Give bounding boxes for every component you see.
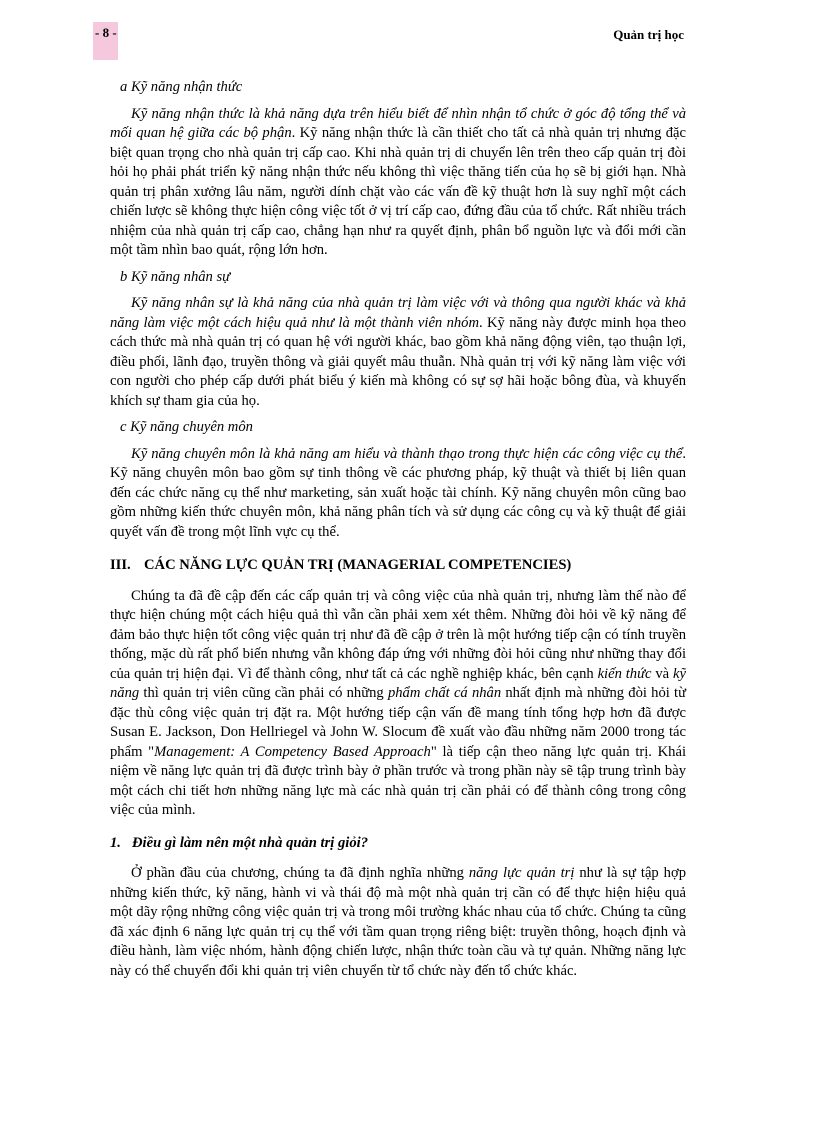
subheading-c: c Kỹ năng chuyên môn bbox=[120, 419, 253, 435]
subheading-a: a Kỹ năng nhận thức bbox=[120, 79, 243, 95]
emphasis: năng lực quản trị bbox=[468, 865, 575, 881]
book-title: Management: A Competency Based Approach bbox=[154, 743, 431, 760]
text-run: nhất định mà những đòi hỏi từ đặc thù công việc quản trị đặt ra. Một hướng tiếp cận vấn đề mang tính tổng hợp hơn đã được Susan E. Jackson, Don Hellriegel và John W. Slocum đề xuất vào đầu những năm 2000 trong tác phẩm " bbox=[110, 685, 686, 760]
definition-b: Kỹ năng nhân sự là khả năng của nhà quản trị làm việc với và thông qua người khác và khả năng làm việc một cách hiệu quả như là một thành viên nhóm bbox=[110, 295, 686, 331]
subsection-title: Điều gì làm nên một nhà quản trị giỏi? bbox=[132, 834, 368, 851]
section-heading-3 bbox=[110, 556, 686, 576]
subsection-1-paragraph bbox=[110, 864, 686, 981]
paragraph-c-text: . Kỹ năng chuyên môn bao gồm sự tinh thông về các phương pháp, kỹ thuật và thiết bị liên quan đến các chức năng cụ thể như marketing, sản xuất hoặc tài chính. Kỹ năng chuyên môn cũng bao gồm những kiến thức chuyên môn, khả năng phân tích và sử dụng các công cụ và kỹ thuật để giải quyết vấn đề trong một lĩnh vực cụ thể. bbox=[110, 445, 686, 540]
definition-a: Kỹ năng nhận thức là khả năng dựa trên hiểu biết để nhìn nhận tổ chức ở góc độ tổng thể và mối quan hệ giữa các bộ phận bbox=[110, 105, 686, 141]
text-run: như là sự tập hợp những kiến thức, kỹ năng, hành vi và thái độ mà một nhà quản trị cần có để thực hiện hiệu quả một dãy rộng những công việc quản trị và trong môi trường khác nhau của tổ chức. Chúng ta cũng đã xác định 6 năng lực quản trị cụ thể với tầm quan trọng riêng biệt: truyền thông, hoạch định và điều hành, làm việc nhóm, hành động chiến lược, nhận thức toàn cầu và tự quản. Những năng lực này có thể chuyển đổi khi quản trị viên chuyển từ tổ chức này đến tổ chức khác. bbox=[110, 865, 686, 979]
paragraph-b-text: . Kỹ năng này được minh họa theo cách thức mà nhà quản trị có quan hệ với người khác, bao gồm khả năng động viên, tạo thuận lợi, điều phối, lãnh đạo, truyền thông và giải quyết mâu thuẫn. Nhà quản trị với kỹ năng làm việc với con người cho phép cấp dưới phát biểu ý kiến mà không có sự sợ hãi hoặc bông đùa, và khuyến khích sự tham gia của họ. bbox=[110, 314, 686, 409]
emphasis: kỹ năng bbox=[110, 665, 686, 701]
text-run: Chúng ta đã đề cập đến các cấp quản trị và công việc của nhà quản trị, nhưng làm thế nào để thực hiện chúng một cách hiệu quả thì vẫn cần phải xem xét thêm. Những đòi hỏi về kỹ năng để đảm bảo thực hiện tốt công việc quản trị như đã đề cập ở trên là một hướng tiếp cận có tính truyền thống, mặc dù rất phổ biến nhưng vẫn không đáp ứng với những đòi hỏi cũng như những thay đổi của quản trị hiện đại. Vì để thành công, như tất cả các nghề nghiệp khác, bên cạnh bbox=[110, 587, 686, 682]
paragraph-a bbox=[110, 105, 686, 261]
page-number-badge bbox=[93, 22, 118, 60]
text-run: Ở phần đầu của chương, chúng ta đã định nghĩa những bbox=[131, 865, 469, 881]
running-title: Quản trị học bbox=[613, 27, 684, 42]
page-number: - 8 - bbox=[95, 25, 117, 40]
text-run: và bbox=[651, 665, 674, 682]
section-number: III. bbox=[110, 557, 131, 573]
section-3-paragraph bbox=[110, 587, 686, 821]
subheading-b: b Kỹ năng nhân sự bbox=[120, 268, 231, 285]
subsection-heading-1 bbox=[110, 834, 686, 854]
paragraph-b bbox=[110, 294, 686, 411]
emphasis: phẩm chất cá nhân bbox=[387, 685, 502, 701]
section-title: CÁC NĂNG LỰC QUẢN TRỊ (MANAGERIAL COMPETENCIES) bbox=[144, 557, 572, 573]
definition-c: Kỹ năng chuyên môn là khả năng am hiểu và thành thạo trong thực hiện các công việc cụ thể bbox=[131, 445, 683, 462]
emphasis: kiến thức bbox=[597, 665, 652, 682]
paragraph-a-text: . Kỹ năng nhận thức là cần thiết cho tất cả nhà quản trị nhưng đặc biệt quan trọng cho nhà quản trị cấp cao. Khi nhà quản trị di chuyển lên trên theo cấp quản trị đòi hỏi họ phải phát triển kỹ năng nhận thức nếu không thì việc thăng tiến của họ sẽ bị giới hạn. Nhà quản trị phân xưởng lâu năm, người dính chặt vào các vấn đề kỹ thuật hơn là suy nghĩ một cách chiến lược sẽ không thực hiện công việc tốt ở vị trí cấp cao, đứng đầu của tổ chức. Rất nhiều trách nhiệm của nhà quản trị cấp cao, chẳng hạn như ra quyết định, phân bổ nguồn lực và đổi mới cần một tầm nhìn bao quát, rộng lớn hơn. bbox=[110, 125, 686, 258]
subsection-number: 1. bbox=[110, 834, 121, 851]
page-body bbox=[110, 78, 686, 984]
text-run: thì quản trị viên cũng cần phải có những bbox=[139, 685, 388, 701]
text-run: " là tiếp cận theo năng lực quản trị. Khái niệm về năng lực quản trị đã được trình bày ở phần trước và trong phần này sẽ tập trung trình bày một cách chi tiết hơn những năng lực mà các nhà quản trị cần phải có để thành công trong công việc của mình. bbox=[110, 743, 687, 818]
paragraph-c bbox=[110, 445, 686, 543]
